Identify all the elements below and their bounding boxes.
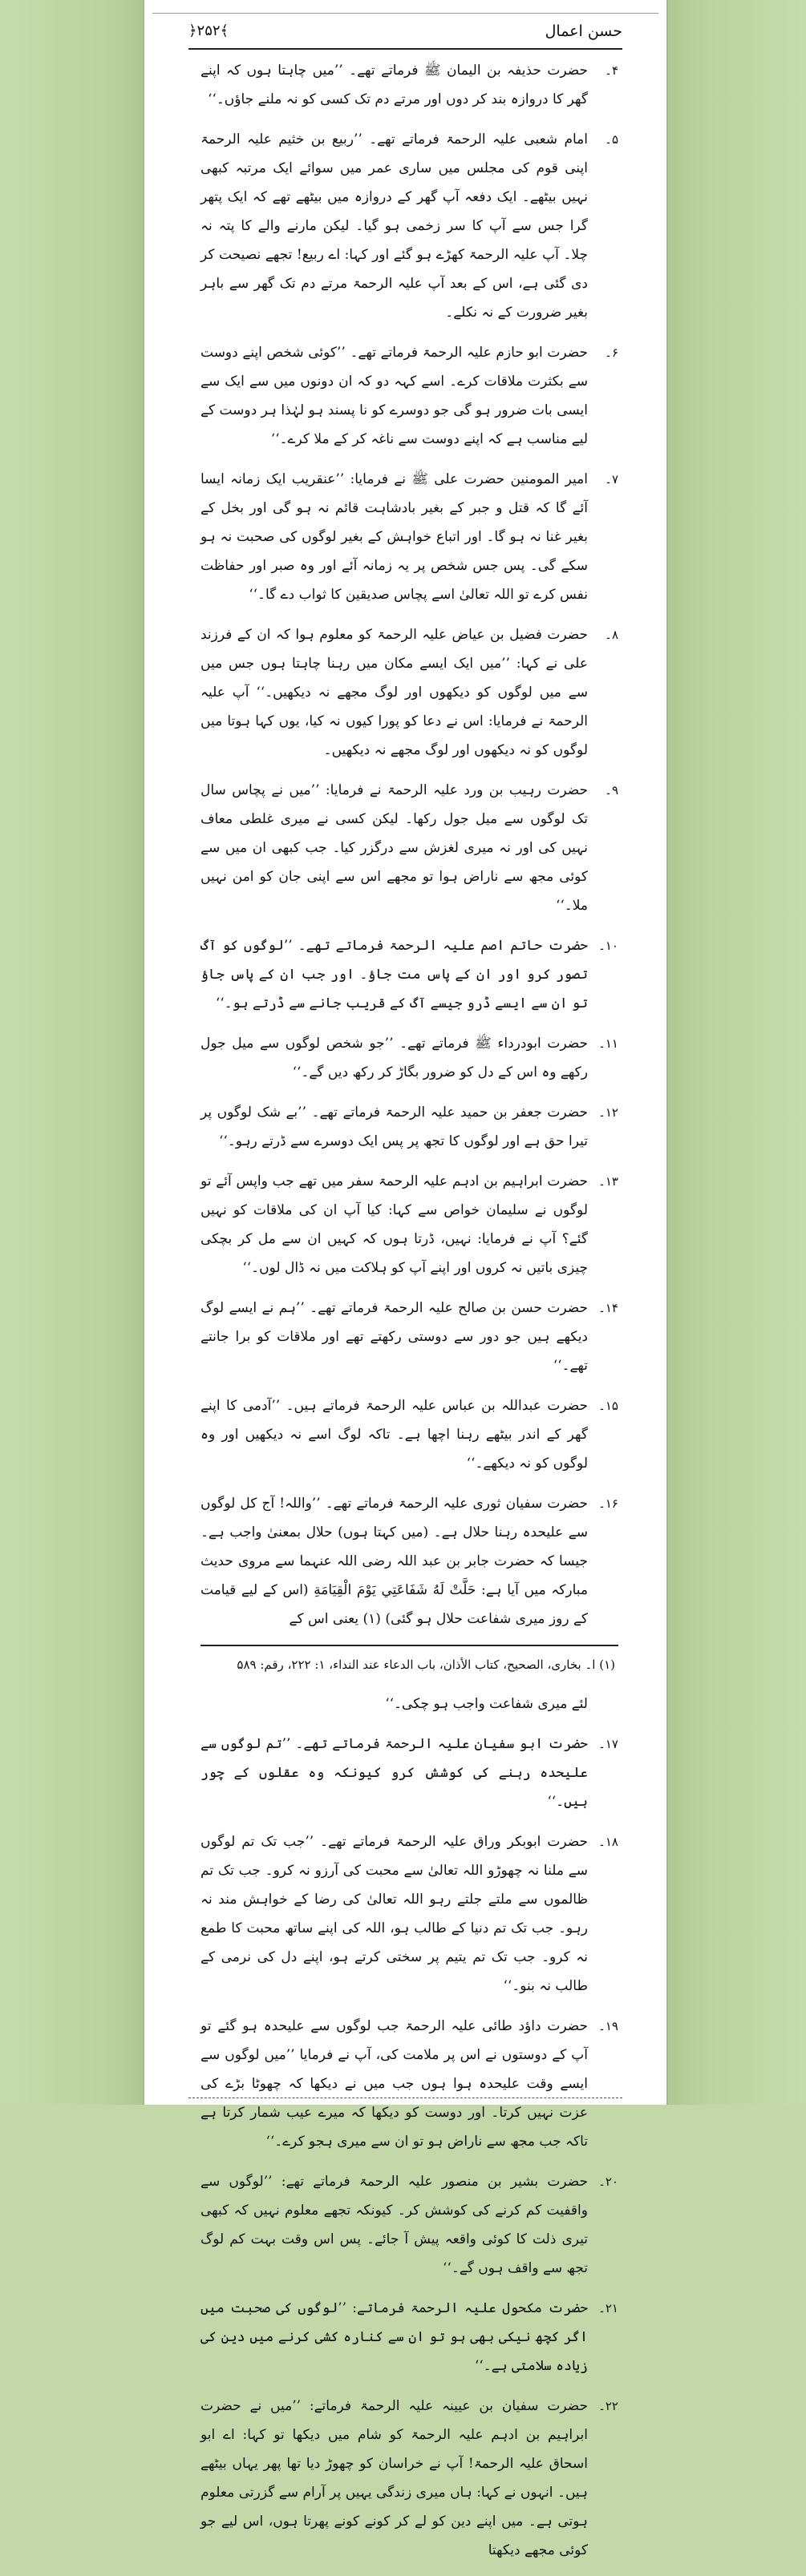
saying-text: حضرت رہیب بن ورد علیہ الرحمۃ نے فرمایا: ’’میں نے پچاس سال تک لوگوں سے میل جول رکھا۔ لیکن کسی نے میری غلطی معاف نہیں کی اور نہ میری لغزش سے درگزر کیا۔ جب کبھی ان میں سے کوئی مجھ سے ناراض ہوا تو مجھے اس سے اپنی جان کو امن نہیں ملا۔‘‘ [200,782,588,914]
saying-text: حضرت حاتم اصم علیہ الرحمۃ فرماتے تھے۔ ’’لوگوں کو آگ تصور کرو اور ان کے پاس مت جاؤ۔ اور جب ان کے پاس جاؤ تو ان سے ایسے ڈرو جیسے آگ کے قریب جانے سے ڈرتے ہو۔‘‘ [200,938,588,1011]
saying-item [200,1391,618,1478]
page-frame-right [668,0,806,2105]
saying-item [200,1167,618,1282]
saying-number: ۲۰۔ [598,2174,618,2189]
saying-text: امیر المومنین حضرت علی ﷺ نے فرمایا: ’’عنقریب ایک زمانہ ایسا آئے گا کہ قتل و جبر کے بغیر بادشاہت قائم نہ ہو گی اور بخل کے بغیر غنا نہ ہو گا۔ اور اتباع خواہش کے بغیر لوگوں کی صحبت نہ ہو سکے گی۔ پس جس شخص پر یہ زمانہ آئے اور وہ صبر اور حفاظت نفس کرے تو اللہ تعالیٰ اسے پچاس صدیقین کا ثواب دے گا۔‘‘ [200,471,588,603]
saying-number: ۱۶۔ [598,1496,618,1511]
saying-number: ۱۹۔ [598,2019,618,2033]
saying-text: حضرت ابراہیم بن ادہم علیہ الرحمۃ سفر میں تھے جب واپس آئے تو لوگوں نے سلیمان خواص سے کہا: کیا آپ ان کی ملاقات کو نہیں گئے؟ آپ نے فرمایا: نہیں، ڈرتا ہوں کہ کہیں ان سے مل کر بچکی چیزی باتیں نہ کروں اور اپنے آپ کو ہلاکت میں نہ ڈال لوں۔‘‘ [200,1173,588,1276]
saying-text: حضرت عبداللہ بن عباس علیہ الرحمۃ فرماتے ہیں۔ ’’آدمی کا اپنے گھر کے اندر بیٹھے رہنا اچھا ہے۔ تاکہ لوگ اسے نہ دیکھیں اور وہ لوگوں کو نہ دیکھے۔‘‘ [200,1398,588,1472]
footnote-divider [200,1645,618,1646]
saying-text: حضرت جعفر بن حمید علیہ الرحمۃ فرماتے تھے۔ ’’بے شک لوگوں پر تیرا حق ہے اور لوگوں کا تجھ پر پس ایک دوسرے سے ڈرتے رہو۔‘‘ [200,1104,588,1149]
book-title: حسن اعمال [545,22,622,40]
saying-item [200,2012,618,2156]
page-frame-left [0,0,143,2105]
saying-item [200,2392,618,2565]
saying-number: ۱۸۔ [598,1835,618,1849]
saying-item [200,1827,618,2001]
saying-number: ۸۔ [605,628,618,642]
saying-number: ۱۵۔ [598,1399,618,1413]
saying-text: حضرت ابو سفیان علیہ الرحمۃ فرماتے تھے۔ ’’تم لوگوں سے علیحدہ رہنے کی کوشش کرو کیونکہ وہ عقلوں کے چور ہیں۔‘‘ [200,1736,588,1810]
saying-text: حضرت ابودرداء ﷺ فرماتے تھے۔ ’’جو شخص لوگوں سے میل جول رکھے وہ اس کے دل کو ضرور بگاڑ کر رکھ دیں گے۔‘‘ [200,1036,588,1080]
saying-item [200,776,618,920]
saying-item [200,56,618,114]
page-number: ﴿۲۵۲﴾ [188,22,229,39]
saying-number: ۷۔ [605,472,618,487]
saying-number: ۱۷۔ [598,1737,618,1751]
saying-item [200,465,618,609]
footnote: (۱) ا۔ بخاری، الصحیح، کتاب الأذان، باب الدعاء عند النداء، ۱: ۲۲۲، رقم: ۵۸۹ [237,1657,615,1672]
saying-number: ۱۱۔ [598,1036,618,1051]
saying-text: حضرت مکحول علیہ الرحمۃ فرماتے: ’’لوگوں کی صحبت میں اگر کچھ نیکی بھی ہو تو ان سے کنارہ کشی کرنے میں دین کی زیادہ سلامتی ہے۔‘‘ [200,2300,588,2374]
saying-text: حضرت حسن بن صالح علیہ الرحمۃ فرماتے تھے۔ ’’ہم نے ایسے لوگ دیکھے ہیں جو دور سے دوستی رکھتے تھے اور ملاقات کو برا جانتے تھے۔‘‘ [200,1300,588,1374]
saying-number: ۱۰۔ [598,939,618,953]
sayings-list-bottom [200,1730,618,2565]
saying-number: ۲۲۔ [598,2399,618,2413]
saying-number: ۵۔ [605,132,618,147]
page-header [188,19,622,50]
saying-number: ۶۔ [605,345,618,360]
saying-item [200,1098,618,1156]
saying-text: امام شعبی علیہ الرحمۃ فرماتے تھے۔ ’’ربیع بن خثیم علیہ الرحمۃ اپنی قوم کی مجلس میں ساری عمر میں سوائے ایک مرتبہ کبھی نہیں بیٹھے۔ ایک دفعہ آپ گھر کے دروازہ میں بیٹھے تھے کہ ایک پتھر گرا جس سے آپ کا سر زخمی ہو گیا۔ لیکن مارنے والے کا پتہ نہ چلا۔ آپ علیہ الرحمۃ کھڑے ہو گئے اور کہا: اے ربیع! تجھے نصیحت کر دی گئی ہے، اس کے بعد آپ علیہ الرحمۃ مرتے دم تک گھر سے باہر بغیر ضرورت کے نہ نکلے۔ [200,131,588,321]
page-content [200,56,618,2576]
saying-item [200,931,618,1018]
saying-item [200,1029,618,1087]
saying-text: حضرت سفیان ثوری علیہ الرحمۃ فرماتے تھے۔ ’’واللہ! آج کل لوگوں سے علیحدہ رہنا حلال ہے۔ (میں کہتا ہوں) حلال بمعنیٰ واجب ہے۔ جیسا کہ حضرت جابر بن عبد اللہ رضی اللہ عنہما سے مروی حدیث مبارکہ میں آیا ہے: حَلَّتْ لَهُ شَفَاعَتِي يَوْمَ الْقِيَامَةِ (اس کے لیے قیامت کے روز میری شفاعت حلال ہو گئی) (۱) یعنی اس کے [200,1496,588,1627]
saying-number: ۱۲۔ [598,1105,618,1120]
saying-item [200,1294,618,1380]
header-rule [188,48,622,50]
saying-text: حضرت داؤد طائی علیہ الرحمۃ جب لوگوں سے علیحدہ ہو گئے تو آپ کے دوستوں نے اس پر ملامت کی، آپ نے فرمایا ’’میں لوگوں سے ایسے وقت علیحدہ ہوا ہوں جب میں نے دیکھا کہ چھوٹا بڑے کی عزت نہیں کرتا۔ اور دوست کو دیکھا کہ میرے عیب شمار کرتا ہے تاکہ جب مجھ سے ناراض ہو تو ان سے میری ہجو کرے۔‘‘ [200,2018,588,2150]
top-divider [152,13,658,14]
book-page [143,0,668,2558]
saying-number: ۲۱۔ [598,2301,618,2316]
saying-text: حضرت ابوبکر وراق علیہ الرحمۃ فرماتے تھے۔ ’’جب تک تم لوگوں سے ملنا نہ چھوڑو اللہ تعالیٰ سے محبت کی آرزو نہ کرو۔ جب تک تم ظالموں سے ملتے جلتے رہو اللہ تعالیٰ کی رضا کے خواہش مند نہ رہو۔ جب تک تم دنیا کے طالب ہو، اللہ کی اپنے ساتھ محبت کا طمع نہ کرو۔ جب تک تم یتیم پر سختی کرتے ہو، اپنے دل کی نرمی کے طالب نہ بنو۔‘‘ [200,1834,588,1994]
saying-item [200,1730,618,1816]
saying-item [200,1489,618,1633]
continuation-text: لئے میری شفاعت واجب ہو چکی۔‘‘ [385,1696,588,1712]
saying-number: ۹۔ [605,783,618,797]
saying-item [200,620,618,765]
saying-text: حضرت سفیان بن عیینہ علیہ الرحمۃ فرماتے: ’’میں نے حضرت ابراہیم بن ادہم علیہ الرحمۃ کو شام میں دیکھا تو کہا: اے ابو اسحاق علیہ الرحمۃ! آپ نے خراسان کو چھوڑ دیا تھا پھر یہاں بیٹھے ہیں۔ انہوں نے کہا: ہاں میری زندگی یہیں پر آرام سے گزرتی معلوم ہوتی ہے۔ میں اپنے دین کو لے کر کونے کونے پھرتا ہوں، اس لیے جو کوئی مجھے دیکھتا [200,2398,588,2558]
saying-text: حضرت فضیل بن عیاض علیہ الرحمۃ کو معلوم ہوا کہ ان کے فرزند علی نے کہا: ’’میں ایک ایسے مکان میں رہنا چاہتا ہوں جس میں سے میں لوگوں کو دیکھوں اور لوگ مجھے نہ دیکھیں۔‘‘ آپ علیہ الرحمۃ نے فرمایا: اس نے دعا کو پورا کیوں نہ کیا، یوں کہا ہوتا میں لوگوں کو نہ دیکھوں اور لوگ مجھے نہ دیکھیں۔ [200,627,588,758]
saying-number: ۴۔ [605,63,618,78]
saying-item [200,2294,618,2380]
saying-text: حضرت بشیر بن منصور علیہ الرحمۃ فرماتے تھے: ’’لوگوں سے واقفیت کم کرنے کی کوشش کر۔ کیونکہ تجھے معلوم نہیں کہ کبھی تیری ذلت کا کوئی واقعہ پیش آ جائے۔ پس اس وقت بہت کم لوگ تجھ سے واقف ہوں گے۔‘‘ [200,2174,588,2276]
saying-number: ۱۳۔ [598,1174,618,1189]
saying-text: حضرت ابو حازم علیہ الرحمۃ فرماتے تھے۔ ’’کوئی شخص اپنے دوست سے بکثرت ملاقات کرے۔ اسے کہہ دو کہ ان دونوں میں سے ایک سے ایسی بات ضرور ہو گی جو دوسرے کو نا پسند ہو لہٰذا ہر دوست کے لیے مناسب ہے کہ اپنے دوست سے ناغہ کر کے ملا کرے۔‘‘ [200,345,588,447]
saying-item [200,125,618,327]
saying-item [200,2167,618,2283]
saying-item [200,338,618,454]
saying-text: حضرت حذیفہ بن الیمان ﷺ فرماتے تھے۔ ’’میں چاہتا ہوں کہ اپنے گھر کا دروازہ بند کر دوں اور مرتے دم تک کسی کو نہ ملنے جاؤں۔‘‘ [200,63,588,107]
sayings-list-top [200,56,618,1633]
saying-number: ۱۴۔ [598,1301,618,1315]
